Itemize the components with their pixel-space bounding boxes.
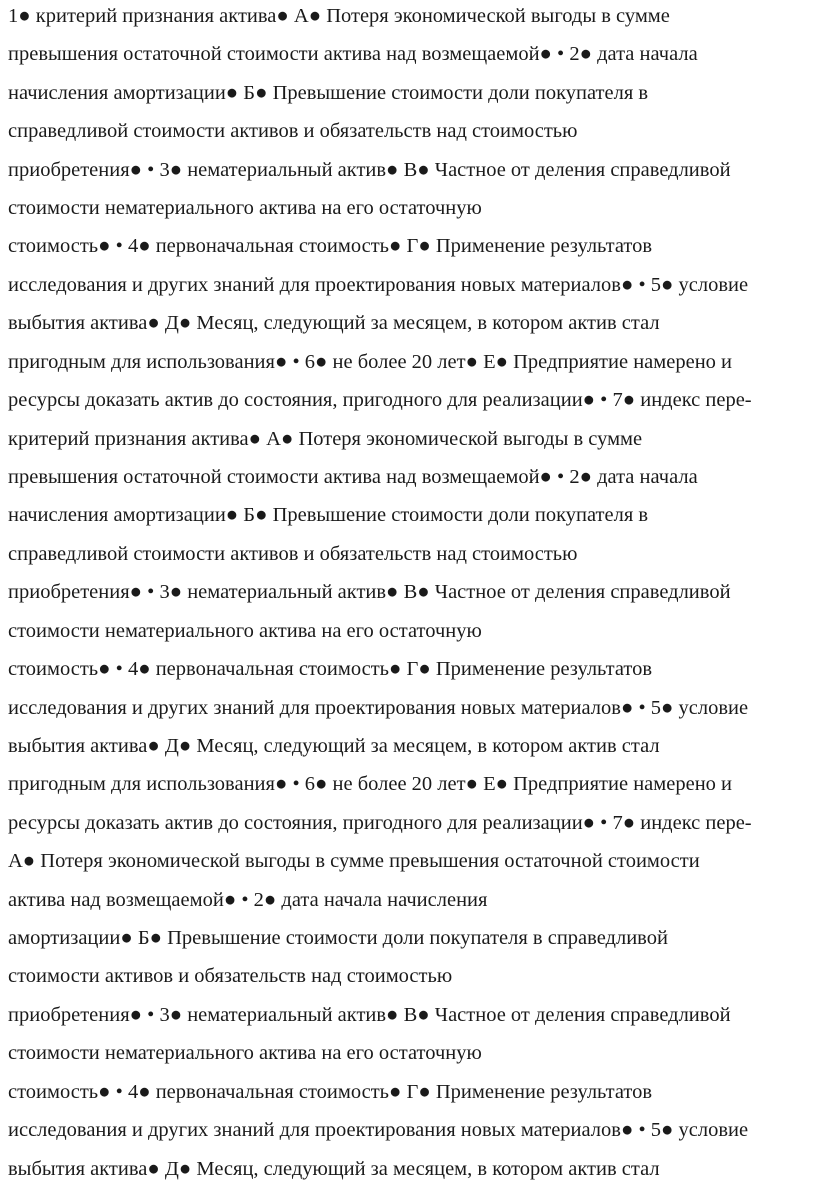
text-line: стоимости активов и обязательств над стоимостью: [8, 965, 453, 987]
text-line: амортизации● Б● Превышение стоимости доли покупателя в справедливой: [8, 927, 668, 949]
text-line: приобретения● • 3● нематериальный актив● В● Частное от деления справедливой: [8, 1004, 731, 1026]
text-line: А● Потеря экономической выгоды в сумме превышения остаточной стоимости: [8, 850, 700, 872]
text-line: исследования и других знаний для проектирования новых материалов● • 5● условие: [8, 1119, 749, 1141]
text-line: выбытия актива● Д● Месяц, следующий за месяцем, в котором актив стал: [8, 735, 660, 757]
text-line: стоимость● • 4● первоначальная стоимость● Г● Применение результатов: [8, 658, 653, 680]
text-line: стоимость● • 4● первоначальная стоимость● Г● Применение результатов: [8, 1081, 653, 1103]
text-line: превышения остаточной стоимости актива над возмещаемой● • 2● дата начала: [8, 43, 698, 65]
text-line: критерий признания актива● А● Потеря экономической выгоды в сумме: [8, 428, 643, 450]
text-line: пригодным для использования● • 6● не более 20 лет● Е● Предприятие намерено и: [8, 351, 733, 373]
text-line: ресурсы доказать актив до состояния, пригодного для реализации● • 7● индекс пере-: [8, 812, 752, 834]
text-line: справедливой стоимости активов и обязательств над стоимостью: [8, 120, 578, 142]
text-line: стоимости нематериального актива на его остаточную: [8, 1042, 482, 1064]
text-line: начисления амортизации● Б● Превышение стоимости доли покупателя в: [8, 504, 649, 526]
text-line: актива над возмещаемой● • 2● дата начала начисления: [8, 889, 488, 911]
text-line: стоимости нематериального актива на его остаточную: [8, 620, 482, 642]
text-line: исследования и других знаний для проектирования новых материалов● • 5● условие: [8, 274, 749, 296]
text-line: 1● критерий признания актива● А● Потеря экономической выгоды в сумме: [8, 5, 670, 27]
text-line: превышения остаточной стоимости актива над возмещаемой● • 2● дата начала: [8, 466, 698, 488]
text-line: начисления амортизации● Б● Превышение стоимости доли покупателя в: [8, 82, 649, 104]
text-line: пригодным для использования● • 6● не более 20 лет● Е● Предприятие намерено и: [8, 773, 733, 795]
text-line: стоимости нематериального актива на его остаточную: [8, 197, 482, 219]
text-line: приобретения● • 3● нематериальный актив● В● Частное от деления справедливой: [8, 581, 731, 603]
text-line: исследования и других знаний для проектирования новых материалов● • 5● условие: [8, 697, 749, 719]
text-line: выбытия актива● Д● Месяц, следующий за месяцем, в котором актив стал: [8, 312, 660, 334]
text-line: ресурсы доказать актив до состояния, пригодного для реализации● • 7● индекс пере-: [8, 389, 752, 411]
text-line: стоимость● • 4● первоначальная стоимость● Г● Применение результатов: [8, 235, 653, 257]
text-line: справедливой стоимости активов и обязательств над стоимостью: [8, 543, 578, 565]
text-line: выбытия актива● Д● Месяц, следующий за месяцем, в котором актив стал: [8, 1158, 660, 1180]
text-line: приобретения● • 3● нематериальный актив● В● Частное от деления справедливой: [8, 159, 731, 181]
